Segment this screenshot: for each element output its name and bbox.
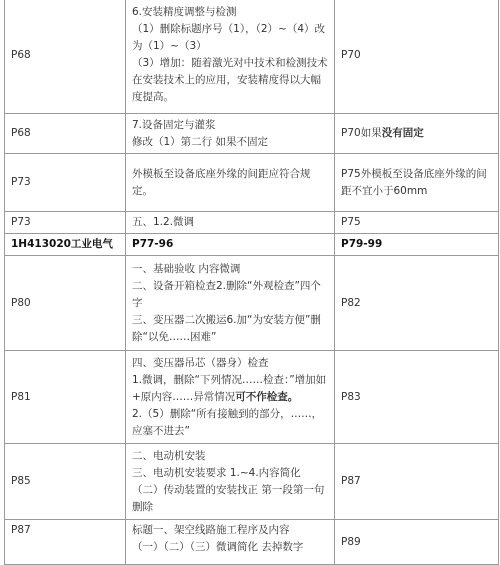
page-ref-new: P75外模板至设备底座外缘的间距不宜小于60mm	[335, 154, 499, 212]
change-description: 外模板至设备底座外缘的间距应符合规定。	[126, 154, 335, 212]
table-row	[5, 256, 499, 351]
page-ref-old: P80	[5, 256, 126, 351]
table-row	[5, 212, 499, 234]
page-ref-new: P89	[335, 520, 499, 565]
page-ref-old: P81	[5, 351, 126, 444]
page-ref-new: P87	[335, 444, 499, 520]
page-ref-new: P82	[335, 256, 499, 351]
change-description: 五、1.2.微调	[126, 212, 335, 234]
table-row	[5, 520, 499, 565]
page-ref-old: P68	[5, 114, 126, 154]
change-description: 6.安装精度调整与检测 （1）删除标题序号（1），（2）~（4）改为（1）~（3） （3）增加：随着激光对中技术和检测技术在安装技术上的应用，安装精度得以大幅度提高。	[126, 0, 335, 114]
section-old-pages: P77-96	[126, 234, 335, 256]
page-ref-new: P70	[335, 0, 499, 114]
page-ref-old: P68	[5, 0, 126, 114]
page-ref-old: P85	[5, 444, 126, 520]
change-description: 四、变压器吊芯（器身）检查 1.微调，删除“下列情况……检查：”增加如+原内容……异常情况可不作检查。 2.（5）删除“所有接触到的部分，……，应塞不进去”	[126, 351, 335, 444]
page-ref-old: P73	[5, 154, 126, 212]
table-row	[5, 444, 499, 520]
change-description: 7.设备固定与灌浆 修改（1）第二行 如果不固定	[126, 114, 335, 154]
page-ref-new: P70如果没有固定	[335, 114, 499, 154]
table-row	[5, 351, 499, 444]
table-row	[5, 154, 499, 212]
change-description: 标题一、架空线路施工程序及内容 （一）（二）（三）微调简化 去掉数字	[126, 520, 335, 565]
section-row	[5, 234, 499, 256]
erratum-table	[4, 0, 499, 565]
table-row	[5, 114, 499, 154]
page-ref-new: P75	[335, 212, 499, 234]
section-new-pages: P79-99	[335, 234, 499, 256]
table-row	[5, 0, 499, 114]
page-ref-old: P73	[5, 212, 126, 234]
change-description: 一、基础验收 内容微调 二、设备开箱检查2.删除“外观检查”四个字 三、变压器二次搬运6.加“为安装方便”删除“以免……困难”	[126, 256, 335, 351]
page-ref-new: P83	[335, 351, 499, 444]
page-ref-old: P87	[5, 520, 126, 565]
change-description: 二、电动机安装 三、电动机安装要求 1.~4.内容简化 （二）传动装置的安装找正 第一段第一句删除	[126, 444, 335, 520]
section-title: 1H413020工业电气	[5, 234, 126, 256]
